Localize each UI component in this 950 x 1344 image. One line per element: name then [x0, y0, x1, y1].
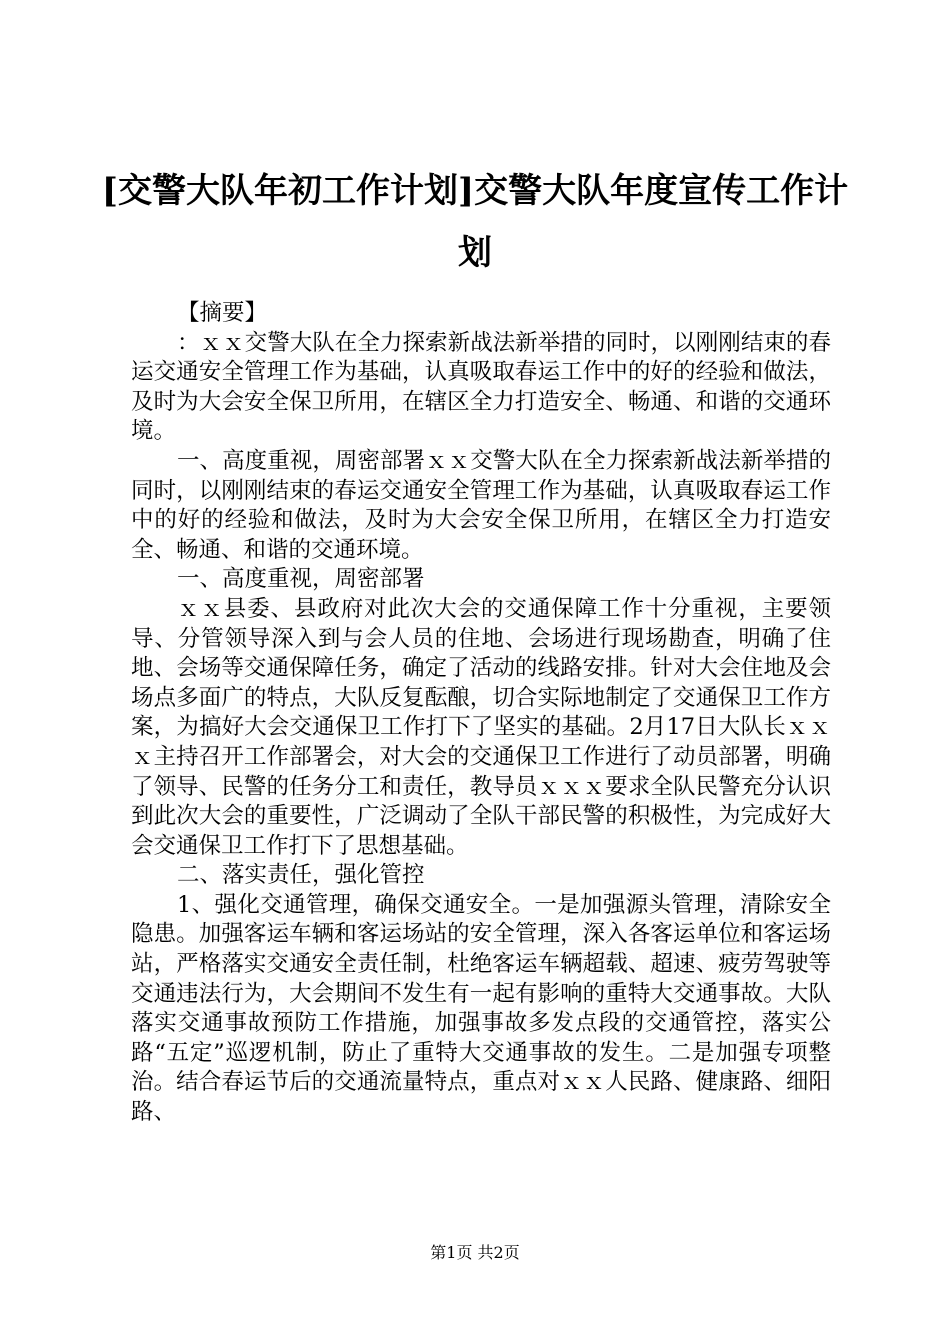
abstract-paragraph: ：ｘｘ交警大队在全力探索新战法新举措的同时，以刚刚结束的春运交通安全管理工作为基础，认真吸取春运工作中的好的经验和做法，及时为大会安全保卫所用，在辖区全力打造安全、畅通、和谐的交通环境。: [131, 329, 831, 445]
paragraph-2: ｘｘ县委、县政府对此次大会的交通保障工作十分重视，主要领导、分管领导深入到与会人员的住地、会场进行现场勘查，明确了住地、会场等交通保障任务，确定了活动的线路安排。针对大会住地及会场点多面广的特点，大队反复酝酿，切合实际地制定了交通保卫工作方案，为搞好大会交通保卫工作打下了坚实的基础。2月17日大队长ｘｘｘ主持召开工作部署会，对大会的交通保卫工作进行了动员部署，明确了领导、民警的任务分工和责任，教导员ｘｘｘ要求全队民警充分认识到此次大会的重要性，广泛调动了全队干部民警的积极性，为完成好大会交通保卫工作打下了思想基础。: [131, 595, 831, 859]
document-body: [131, 299, 831, 1128]
section-heading-1: 一、高度重视，周密部署: [177, 566, 425, 593]
page-footer: 第1页 共2页: [430, 1243, 520, 1262]
section-heading-2: 二、落实责任，强化管控: [177, 862, 425, 889]
document-title: [交警大队年初工作计划]交警大队年度宣传工作计划: [101, 171, 849, 273]
abstract-heading: 【摘要】: [177, 300, 268, 326]
paragraph-1: 一、高度重视，周密部署ｘｘ交警大队在全力探索新战法新举措的同时，以刚刚结束的春运交通安全管理工作为基础，认真吸取春运工作中的好的经验和做法，及时为大会安全保卫所用，在辖区全力打造安全、畅通、和谐的交通环境。: [131, 447, 831, 563]
paragraph-3: 1、强化交通管理，确保交通安全。一是加强源头管理，清除安全隐患。加强客运车辆和客运场站的安全管理，深入各客运单位和客运场站，严格落实交通安全责任制，杜绝客运车辆超载、超速、疲劳驾驶等交通违法行为，大会期间不发生有一起有影响的重特大交通事故。大队落实交通事故预防工作措施，加强事故多发点段的交通管控，落实公路“五定”巡逻机制，防止了重特大交通事故的发生。二是加强专项整治。结合春运节后的交通流量特点，重点对ｘｘ人民路、健康路、细阳路、: [131, 891, 831, 1126]
